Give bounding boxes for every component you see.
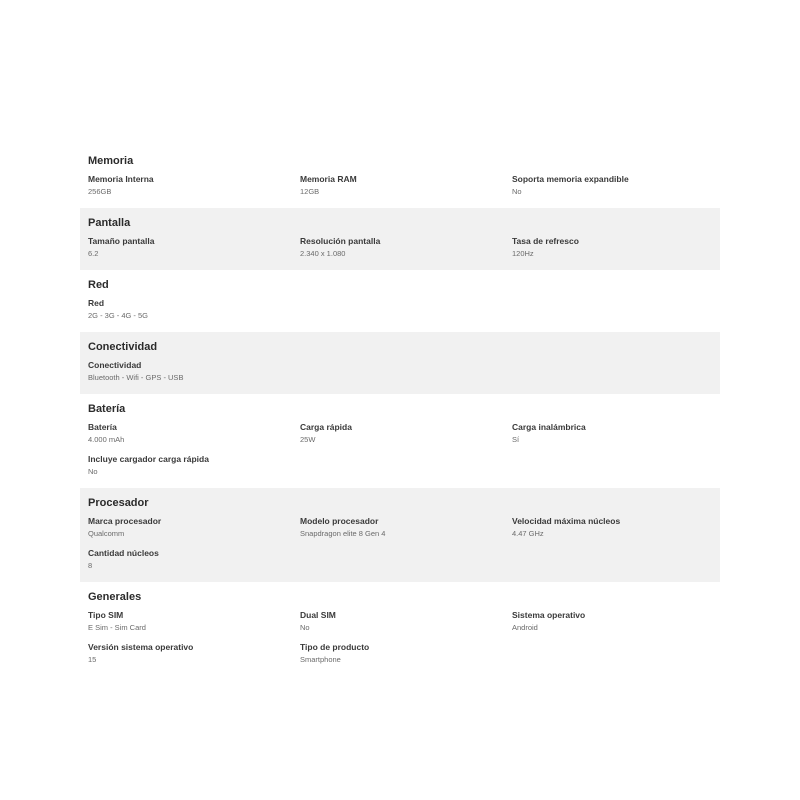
spec-item <box>512 422 712 446</box>
spec-grid <box>88 174 712 198</box>
spec-label: Soporta memoria expandible <box>512 174 629 184</box>
spec-grid <box>88 298 712 322</box>
spec-value: 25W <box>300 435 316 444</box>
spec-value: 120Hz <box>512 249 534 258</box>
spec-value: Bluetooth - Wifi - GPS - USB <box>88 373 184 382</box>
spec-label: Carga inalámbrica <box>512 422 586 432</box>
spec-value: 2.340 x 1.080 <box>300 249 346 258</box>
spec-value: Smartphone <box>300 655 341 664</box>
spec-section-bateria <box>80 394 720 488</box>
spec-value: No <box>88 467 98 476</box>
spec-value: Snapdragon elite 8 Gen 4 <box>300 529 386 538</box>
section-title: Procesador <box>88 497 149 509</box>
spec-item <box>88 236 300 260</box>
spec-item <box>88 174 300 198</box>
spec-value: E Sim - Sim Card <box>88 623 146 632</box>
spec-label: Memoria RAM <box>300 174 357 184</box>
spec-item <box>88 610 300 634</box>
spec-label: Red <box>88 298 105 308</box>
spec-value: Android <box>512 623 538 632</box>
spec-item <box>88 298 300 322</box>
spec-item <box>88 548 300 572</box>
spec-value: 4.000 mAh <box>88 435 125 444</box>
spec-label: Dual SIM <box>300 610 336 620</box>
spec-label: Tipo de producto <box>300 642 370 652</box>
section-title: Memoria <box>88 155 134 167</box>
spec-item <box>512 610 712 634</box>
spec-label: Memoria Interna <box>88 174 154 184</box>
spec-item <box>300 236 512 260</box>
spec-label: Incluye cargador carga rápida <box>88 454 209 464</box>
spec-grid <box>88 360 712 384</box>
spec-value: 4.47 GHz <box>512 529 544 538</box>
spec-section-red <box>80 270 720 332</box>
spec-grid <box>88 610 712 666</box>
spec-item <box>300 610 512 634</box>
spec-label: Cantidad núcleos <box>88 548 159 558</box>
spec-item <box>88 360 300 384</box>
spec-label: Sistema operativo <box>512 610 586 620</box>
spec-value: 2G - 3G - 4G - 5G <box>88 311 149 320</box>
spec-value: 8 <box>88 561 93 570</box>
spec-label: Conectividad <box>88 360 142 370</box>
spec-value: Sí <box>512 435 520 444</box>
spec-value: 12GB <box>300 187 320 196</box>
spec-item <box>512 174 712 198</box>
spec-item <box>300 422 512 446</box>
spec-value: 6.2 <box>88 249 99 258</box>
spec-label: Tasa de refresco <box>512 236 579 246</box>
spec-item <box>300 174 512 198</box>
spec-label: Marca procesador <box>88 516 162 526</box>
spec-label: Versión sistema operativo <box>88 642 194 652</box>
spec-label: Tamaño pantalla <box>88 236 155 246</box>
spec-value: Qualcomm <box>88 529 125 538</box>
spec-label: Resolución pantalla <box>300 236 381 246</box>
spec-label: Modelo procesador <box>300 516 379 526</box>
spec-item <box>88 422 300 446</box>
spec-item <box>300 642 512 666</box>
section-title: Conectividad <box>88 341 158 353</box>
section-title: Generales <box>88 591 142 603</box>
spec-section-generales <box>80 582 720 676</box>
spec-item <box>300 516 512 540</box>
spec-section-procesador <box>80 488 720 582</box>
spec-section-pantalla <box>80 208 720 270</box>
spec-value: 256GB <box>88 187 112 196</box>
spec-item <box>512 236 712 260</box>
spec-item <box>512 516 712 540</box>
spec-value: No <box>300 623 310 632</box>
spec-grid <box>88 236 712 260</box>
spec-label: Tipo SIM <box>88 610 124 620</box>
spec-section-memoria <box>80 146 720 208</box>
spec-item <box>88 642 300 666</box>
spec-item <box>88 454 300 478</box>
spec-label: Batería <box>88 422 117 432</box>
section-title: Red <box>88 279 109 291</box>
specifications-table <box>80 146 720 676</box>
spec-grid <box>88 422 712 478</box>
spec-label: Carga rápida <box>300 422 352 432</box>
spec-label: Velocidad máxima núcleos <box>512 516 621 526</box>
spec-section-conectividad <box>80 332 720 394</box>
spec-value: No <box>512 187 522 196</box>
section-title: Pantalla <box>88 217 131 229</box>
spec-grid <box>88 516 712 572</box>
spec-value: 15 <box>88 655 97 664</box>
section-title: Batería <box>88 403 126 415</box>
spec-item <box>88 516 300 540</box>
